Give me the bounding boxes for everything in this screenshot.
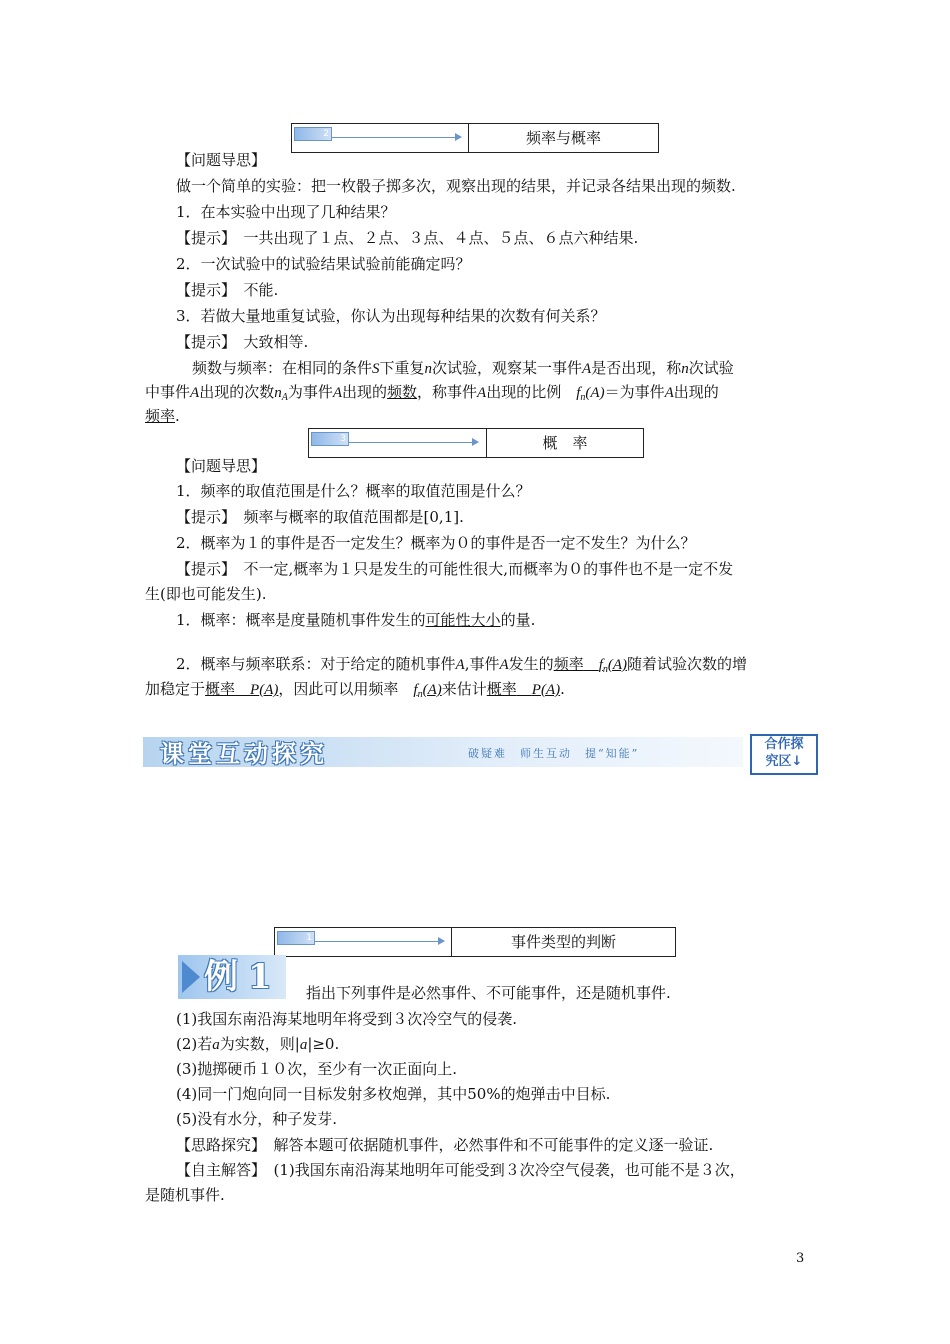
term-frequency-count: 频数 bbox=[387, 383, 418, 401]
hint-2-line-1: 【提示】 不一定,概率为１只是发生的可能性很大,而概率为０的事件也不是一定不发 bbox=[176, 560, 734, 578]
example-prompt: 指出下列事件是必然事件、不可能事件，还是随机事件. bbox=[306, 984, 671, 1002]
section-heading-event-type bbox=[274, 927, 676, 957]
section-tag: 1 bbox=[277, 931, 315, 945]
banner-slogan: 破疑难 师生互动 提“知能” bbox=[468, 747, 640, 760]
arrowhead-icon bbox=[438, 937, 445, 945]
solution-line-1: 【自主解答】 (1)我国东南沿海某地明年可能受到３次冷空气侵袭，也可能不是３次， bbox=[176, 1161, 745, 1179]
hint-3 bbox=[176, 331, 308, 353]
arrowhead-icon bbox=[472, 438, 479, 446]
section-title: 事件类型的判断 bbox=[451, 928, 675, 956]
question-2: 2．一次试验中的试验结果试验前能确定吗？ bbox=[176, 255, 471, 273]
example-item-5: (5)没有水分，种子发芽. bbox=[176, 1110, 338, 1128]
hint-label: 【提示】 bbox=[176, 229, 229, 247]
section-tag: 2 bbox=[294, 127, 332, 141]
hint-text: 一共出现了１点、２点、３点、４点、５点、６点六种结果. bbox=[243, 229, 639, 247]
question-2: 2．概率为１的事件是否一定发生？概率为０的事件是否一定不发生？为什么？ bbox=[176, 534, 696, 552]
example-number: 1 bbox=[248, 957, 272, 997]
term-probability: 概率 P(A) bbox=[486, 680, 561, 698]
example-item-2: (2)若a为实数，则|a|≥0. bbox=[176, 1035, 340, 1053]
question-1: 1．频率的取值范围是什么？概率的取值范围是什么？ bbox=[176, 482, 531, 500]
page-number: 3 bbox=[796, 1251, 805, 1266]
example-badge bbox=[178, 955, 286, 999]
hint-2 bbox=[176, 279, 278, 301]
section-tag: 3 bbox=[311, 432, 349, 446]
cooperation-badge: 合作探 究区↓ bbox=[750, 734, 818, 775]
arrow-icon bbox=[332, 137, 458, 138]
hint-2-line-2: 生(即也可能发生). bbox=[145, 585, 267, 603]
think-path: 【思路探究】 解答本题可依据随机事件，必然事件和不可能事件的定义逐一验证. bbox=[176, 1136, 714, 1154]
intro-text: 做一个简单的实验：把一枚骰子掷多次，观察出现的结果，并记录各结果出现的频数. bbox=[176, 177, 736, 195]
question-1: 1．在本实验中出现了几种结果？ bbox=[176, 203, 396, 221]
term-frequency: 频率 bbox=[145, 407, 176, 425]
hint-1 bbox=[176, 227, 638, 249]
banner-title: 课堂互动探究 bbox=[160, 739, 328, 768]
guide-label: 【问题导思】 bbox=[176, 457, 267, 475]
term-frequency: 频率 $f_n(A)$ bbox=[553, 655, 628, 675]
hint-text: 大致相等. bbox=[243, 333, 309, 351]
hint-text: 不能. bbox=[243, 281, 279, 299]
definition-line-1: 频数与频率：在相同的条件S下重复n次试验，观察某一事件A是否出现，称n次试验 bbox=[192, 359, 734, 377]
section-heading-probability bbox=[308, 428, 644, 458]
guide-label: 【问题导思】 bbox=[176, 151, 267, 169]
probability-definition: 1．概率：概率是度量随机事件发生的可能性大小的量. bbox=[176, 611, 536, 629]
arrow-icon bbox=[349, 442, 475, 443]
definition-line-2: 中事件A出现的次数$n_A$为事件A出现的频数，称事件A出现的比例 $f_n(A)=$为事件A出现的 bbox=[145, 383, 719, 403]
hint-label: 【提示】 bbox=[176, 281, 229, 299]
solution-line-2: 是随机事件. bbox=[145, 1186, 225, 1204]
section-title: 概 率 bbox=[486, 429, 643, 457]
example-item-1: (1)我国东南沿海某地明年将受到３次冷空气的侵袭. bbox=[176, 1010, 518, 1028]
definition-line-3: 频率. bbox=[145, 407, 180, 425]
arrowhead-icon bbox=[455, 133, 462, 141]
relation-line-2: 加稳定于概率 P(A)，因此可以用频率 $f_n(A)$来估计概率 P(A). bbox=[145, 680, 565, 700]
example-label: 例 bbox=[204, 957, 238, 997]
term-probability: 概率 P(A) bbox=[205, 680, 279, 698]
hint-label: 【提示】 bbox=[176, 333, 229, 351]
relation-line-1: 2．概率与频率联系：对于给定的随机事件A,事件A发生的频率 $f_n(A)$随着试验次数的增 bbox=[176, 655, 748, 675]
section-title: 频率与概率 bbox=[468, 124, 658, 152]
hint-1: 【提示】 频率与概率的取值范围都是[0,1]. bbox=[176, 508, 464, 526]
section-heading-frequency bbox=[291, 123, 659, 153]
question-3: 3．若做大量地重复试验，你认为出现每种结果的次数有何关系？ bbox=[176, 307, 606, 325]
arrow-icon bbox=[315, 941, 441, 942]
example-item-3: (3)抛掷硬币１０次，至少有一次正面向上. bbox=[176, 1060, 458, 1078]
example-item-4: (4)同一门炮向同一目标发射多枚炮弹，其中50%的炮弹击中目标. bbox=[176, 1085, 611, 1103]
